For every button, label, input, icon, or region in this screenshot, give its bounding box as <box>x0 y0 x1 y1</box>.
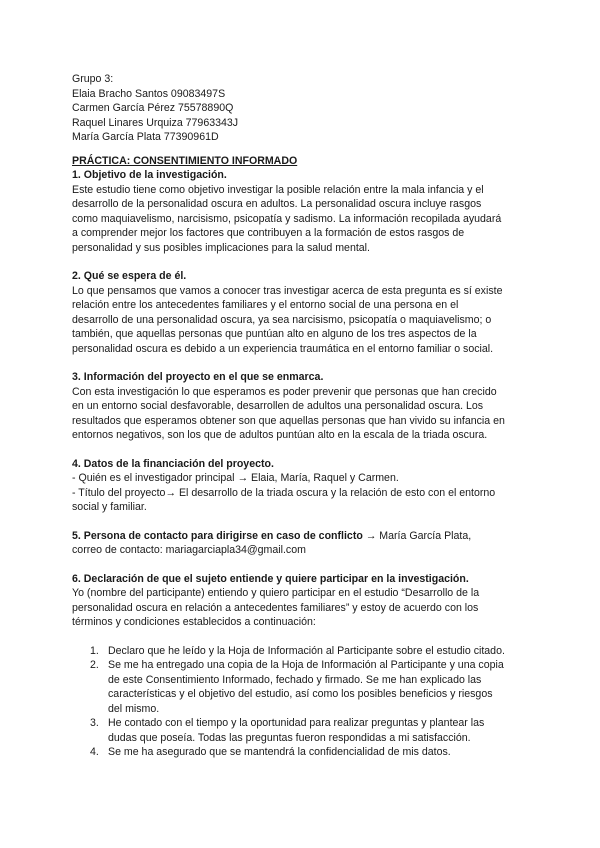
section-3 <box>72 370 532 443</box>
list-item <box>72 716 532 745</box>
list-number: 1. <box>90 644 99 657</box>
list-number: 3. <box>90 717 99 729</box>
list-number: 2. <box>90 659 99 671</box>
list-line: He contado con el tiempo y la oportunidad para realizar preguntas y plantear las <box>108 717 485 729</box>
paragraph-line: - Título del proyecto→ El desarrollo de la triada oscura y la relación de esto con el entorno <box>72 486 496 499</box>
section-title: 5. Persona de contacto para dirigirse en caso de conflicto <box>72 529 363 542</box>
section-title: 1. Objetivo de la investigación. <box>72 169 227 181</box>
contact-line <box>72 529 532 544</box>
paragraph-line: Este estudio tiene como objetivo investigar la posible relación entre la mala infancia y el <box>72 183 484 196</box>
member-line: Carmen García Pérez 75578890Q <box>72 102 234 114</box>
section-title: 3. Información del proyecto en el que se enmarca. <box>72 371 324 383</box>
section-title: 6. Declaración de que el sujeto entiende y quiere participar en la investigación. <box>72 572 469 585</box>
paragraph-line: también, que aquellas personas que puntúan alto en alguno de los tres aspectos de la <box>72 328 477 340</box>
paragraph-line: - Quién es el investigador principal → Elaia, María, Raquel y Carmen. <box>72 472 399 484</box>
section-title: 4. Datos de la financiación del proyecto. <box>72 457 274 470</box>
list-item <box>72 644 532 659</box>
member-line: Raquel Linares Urquiza 77963343J <box>72 116 239 129</box>
paragraph-line: personalidad oscura es debido a un experiencia traumática en el entorno familiar o social. <box>72 342 494 355</box>
section-4 <box>72 457 532 515</box>
paragraph-line: entornos negativos, son los que de adultos puntúan alto en la escala de la triada oscura. <box>72 429 488 441</box>
list-line: Declaro que he leído y la Hoja de Información al Participante sobre el estudio citado. <box>108 644 505 657</box>
paragraph-line: relación entre los antecedentes familiares y el entorno social de una persona en el <box>72 299 459 311</box>
paragraph-line: Yo (nombre del participante) entiendo y quiero participar en el estudio “Desarrollo de la <box>72 587 480 599</box>
paragraph-line: términos y condiciones establecidos a continuación: <box>72 616 316 628</box>
list-line: de este Consentimiento Informado, fechado y firmado. Se me han explicado las <box>108 673 482 686</box>
list-line: características y el objetivo del estudio, así como los posibles beneficios y riesgos <box>108 688 493 700</box>
list-line: del mismo. <box>108 702 160 715</box>
group-label: Grupo 3: <box>72 73 114 85</box>
paragraph-line: personalidad oscura en relación a antecedentes familiares” y estoy de acuerdo con los <box>72 601 479 614</box>
paragraph-line: resultados que esperamos obtener son que aquellas personas que han vivido su infancia en <box>72 414 505 427</box>
section-6 <box>72 572 532 760</box>
paragraph-line: en un entorno social desfavorable, desarrollen de adultos una personalidad oscura. Los <box>72 400 484 412</box>
paragraph-line: Con esta investigación lo que esperamos es poder prevenir que personas que han crecido <box>72 385 497 398</box>
section-5 <box>72 529 532 558</box>
contact-person: → María García Plata, <box>362 529 472 542</box>
paragraph-line: como maquiavelismo, narcisismo, psicopatía y sadismo. La información recopilada ayudará <box>72 212 502 225</box>
contact-email-line: correo de contacto: mariagarciapla34@gmail.com <box>72 544 306 556</box>
document-title: PRÁCTICA: CONSENTIMIENTO INFORMADO <box>72 154 298 167</box>
member-line: Elaia Bracho Santos 09083497S <box>72 87 226 100</box>
group-header <box>72 72 532 145</box>
consent-list <box>72 644 532 760</box>
list-line: dudas que poseía. Todas las preguntas fueron respondidas a mi satisfacción. <box>108 731 471 744</box>
paragraph-line: desarrollo de una personalidad oscura, ya sea narcisismo, psicopatía o maquiavelismo; o <box>72 313 492 326</box>
paragraph-line: social y familiar. <box>72 501 147 513</box>
paragraph-line: a comprender mejor los factores que contribuyen a la formación de estos rasgos de <box>72 227 465 239</box>
section-title: 2. Qué se espera de él. <box>72 270 187 282</box>
section-2 <box>72 269 532 356</box>
section-1 <box>72 168 532 255</box>
list-number: 4. <box>90 746 99 758</box>
list-item <box>72 658 532 716</box>
list-line: Se me ha entregado una copia de la Hoja de Información al Participante y una copia <box>108 659 504 671</box>
list-line: Se me ha asegurado que se mantendrá la confidencialidad de mis datos. <box>108 746 451 758</box>
document-body <box>72 72 532 760</box>
paragraph-line: personalidad y sus posibles implicaciones para la salud mental. <box>72 241 370 254</box>
paragraph-line: desarrollo de la personalidad oscura en adultos. La personalidad oscura incluye rasgos <box>72 198 482 210</box>
list-item <box>72 745 532 760</box>
member-line: María García Plata 77390961D <box>72 131 219 143</box>
paragraph-line: Lo que pensamos que vamos a conocer tras investigar acerca de esta pregunta es sí existe <box>72 284 503 297</box>
